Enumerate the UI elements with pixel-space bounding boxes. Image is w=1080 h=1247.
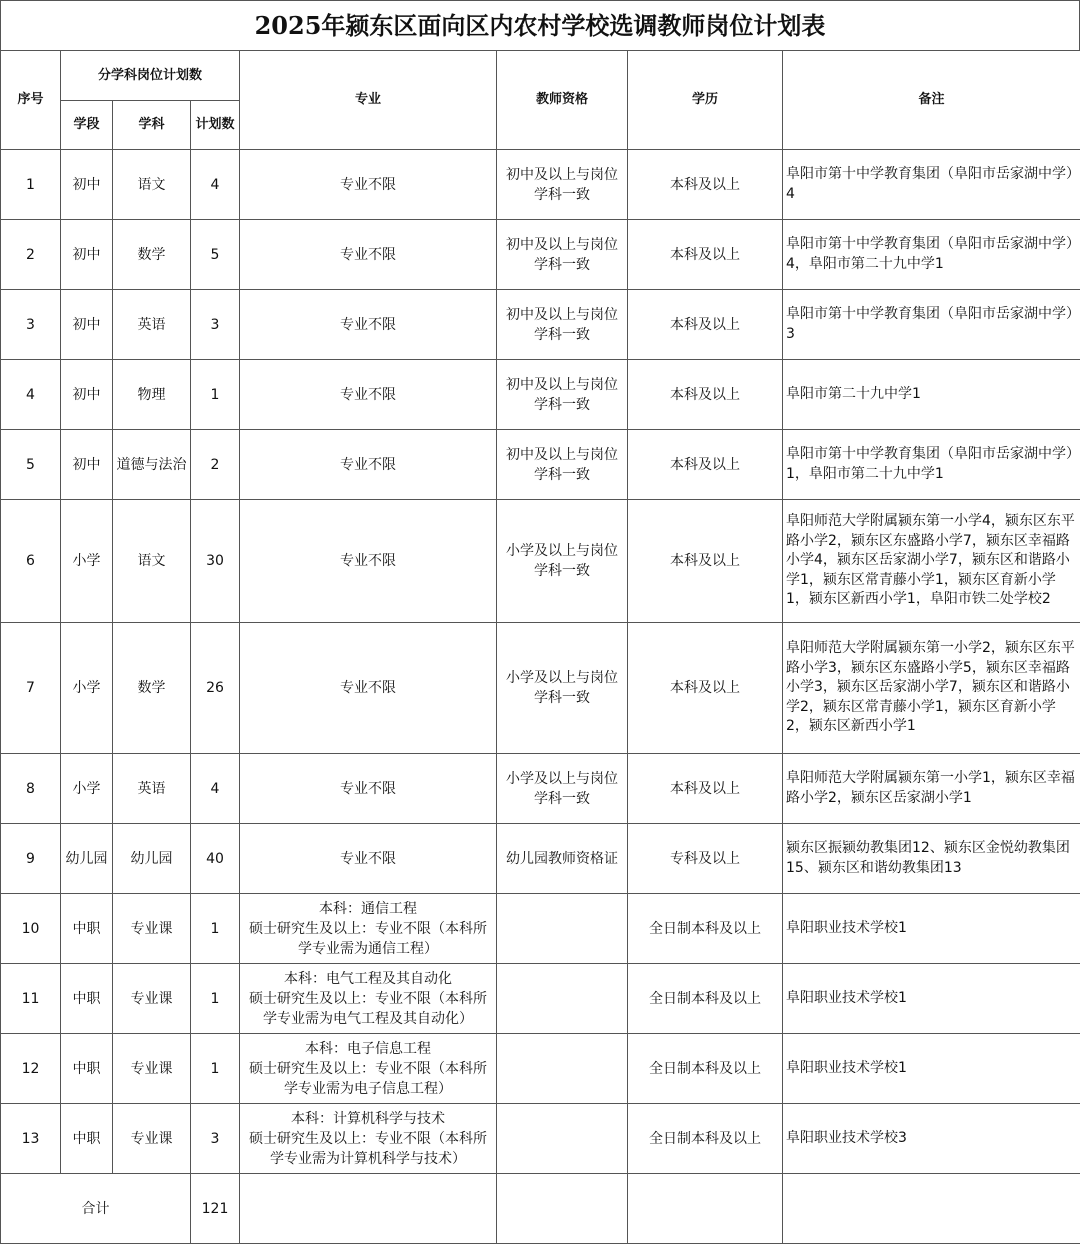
cell-qualification <box>497 894 628 964</box>
cell-stage: 小学 <box>61 623 113 754</box>
cell-stage: 初中 <box>61 290 113 360</box>
cell-seq: 8 <box>1 754 61 824</box>
total-empty-cell <box>497 1174 628 1244</box>
total-count: 121 <box>191 1174 240 1244</box>
cell-education: 专科及以上 <box>628 824 783 894</box>
table-row <box>1 964 1080 1034</box>
cell-note: 阜阳市第十中学教育集团（阜阳市岳家湖中学）3 <box>783 290 1080 360</box>
header-subject: 学科 <box>113 101 191 150</box>
cell-education: 本科及以上 <box>628 290 783 360</box>
page-title: 2025年颍东区面向区内农村学校选调教师岗位计划表 <box>0 0 1080 50</box>
cell-note: 阜阳市第十中学教育集团（阜阳市岳家湖中学）4，阜阳市第二十九中学1 <box>783 220 1080 290</box>
cell-subject: 英语 <box>113 754 191 824</box>
cell-seq: 7 <box>1 623 61 754</box>
cell-stage: 中职 <box>61 1104 113 1174</box>
cell-stage: 初中 <box>61 220 113 290</box>
cell-count: 3 <box>191 1104 240 1174</box>
plan-table <box>0 50 1080 1244</box>
cell-count: 40 <box>191 824 240 894</box>
cell-note: 阜阳职业技术学校1 <box>783 894 1080 964</box>
cell-major: 专业不限 <box>240 430 497 500</box>
table-row <box>1 220 1080 290</box>
cell-major: 专业不限 <box>240 220 497 290</box>
cell-count: 26 <box>191 623 240 754</box>
cell-note: 阜阳师范大学附属颍东第一小学1，颍东区幸福路小学2，颍东区岳家湖小学1 <box>783 754 1080 824</box>
cell-subject: 专业课 <box>113 1034 191 1104</box>
cell-major: 专业不限 <box>240 360 497 430</box>
header-qualification: 教师资格 <box>497 51 628 150</box>
cell-note: 颍东区振颍幼教集团12、颍东区金悦幼教集团15、颍东区和谐幼教集团13 <box>783 824 1080 894</box>
cell-seq: 3 <box>1 290 61 360</box>
header-group: 分学科岗位计划数 <box>61 51 240 101</box>
cell-subject: 数学 <box>113 220 191 290</box>
cell-seq: 2 <box>1 220 61 290</box>
cell-education: 本科及以上 <box>628 360 783 430</box>
header-stage: 学段 <box>61 101 113 150</box>
cell-education: 本科及以上 <box>628 500 783 623</box>
cell-subject: 英语 <box>113 290 191 360</box>
cell-education: 全日制本科及以上 <box>628 964 783 1034</box>
cell-count: 3 <box>191 290 240 360</box>
cell-major: 专业不限 <box>240 500 497 623</box>
cell-count: 1 <box>191 360 240 430</box>
header-education: 学历 <box>628 51 783 150</box>
cell-stage: 中职 <box>61 894 113 964</box>
cell-stage: 中职 <box>61 1034 113 1104</box>
cell-subject: 物理 <box>113 360 191 430</box>
table-row <box>1 824 1080 894</box>
cell-subject: 专业课 <box>113 964 191 1034</box>
cell-education: 本科及以上 <box>628 430 783 500</box>
cell-note: 阜阳职业技术学校3 <box>783 1104 1080 1174</box>
cell-major: 专业不限 <box>240 150 497 220</box>
total-label: 合计 <box>1 1174 191 1244</box>
cell-seq: 10 <box>1 894 61 964</box>
cell-stage: 幼儿园 <box>61 824 113 894</box>
cell-seq: 9 <box>1 824 61 894</box>
table-row <box>1 290 1080 360</box>
cell-count: 30 <box>191 500 240 623</box>
cell-stage: 初中 <box>61 150 113 220</box>
cell-stage: 初中 <box>61 430 113 500</box>
cell-note: 阜阳市第二十九中学1 <box>783 360 1080 430</box>
table-row <box>1 360 1080 430</box>
cell-major: 专业不限 <box>240 824 497 894</box>
table-row <box>1 894 1080 964</box>
cell-education: 全日制本科及以上 <box>628 1104 783 1174</box>
table-header <box>1 51 1080 150</box>
cell-count: 2 <box>191 430 240 500</box>
cell-count: 1 <box>191 964 240 1034</box>
header-seq: 序号 <box>1 51 61 150</box>
header-count: 计划数 <box>191 101 240 150</box>
cell-seq: 1 <box>1 150 61 220</box>
table-row <box>1 754 1080 824</box>
cell-education: 本科及以上 <box>628 150 783 220</box>
cell-stage: 小学 <box>61 754 113 824</box>
cell-qualification: 初中及以上与岗位学科一致 <box>497 220 628 290</box>
cell-major: 本科：电子信息工程 硕士研究生及以上：专业不限（本科所学专业需为电子信息工程） <box>240 1034 497 1104</box>
table-row <box>1 150 1080 220</box>
cell-major: 专业不限 <box>240 754 497 824</box>
cell-count: 4 <box>191 150 240 220</box>
cell-note: 阜阳师范大学附属颍东第一小学4，颍东区东平路小学2，颍东区东盛路小学7，颍东区幸福路小学4，颍东区岳家湖小学7，颍东区和谐路小学1，颍东区常青藤小学1，颍东区育新小学1，颍东区新西小学1，阜阳市铁二处学校2 <box>783 500 1080 623</box>
cell-count: 5 <box>191 220 240 290</box>
cell-qualification: 初中及以上与岗位学科一致 <box>497 150 628 220</box>
cell-major: 本科：通信工程 硕士研究生及以上：专业不限（本科所学专业需为通信工程） <box>240 894 497 964</box>
cell-education: 全日制本科及以上 <box>628 894 783 964</box>
cell-education: 本科及以上 <box>628 754 783 824</box>
cell-seq: 6 <box>1 500 61 623</box>
total-empty-cell <box>628 1174 783 1244</box>
cell-education: 全日制本科及以上 <box>628 1034 783 1104</box>
table-row <box>1 430 1080 500</box>
cell-note: 阜阳市第十中学教育集团（阜阳市岳家湖中学）4 <box>783 150 1080 220</box>
cell-subject: 专业课 <box>113 1104 191 1174</box>
cell-subject: 语文 <box>113 500 191 623</box>
cell-education: 本科及以上 <box>628 623 783 754</box>
cell-qualification: 初中及以上与岗位学科一致 <box>497 430 628 500</box>
cell-note: 阜阳师范大学附属颍东第一小学2，颍东区东平路小学3，颍东区东盛路小学5，颍东区幸福路小学3，颍东区岳家湖小学7，颍东区和谐路小学2，颍东区常青藤小学1，颍东区育新小学2，颍东区新西小学1 <box>783 623 1080 754</box>
total-empty-cell <box>783 1174 1080 1244</box>
cell-note: 阜阳职业技术学校1 <box>783 964 1080 1034</box>
cell-qualification: 初中及以上与岗位学科一致 <box>497 360 628 430</box>
cell-note: 阜阳市第十中学教育集团（阜阳市岳家湖中学）1，阜阳市第二十九中学1 <box>783 430 1080 500</box>
cell-stage: 小学 <box>61 500 113 623</box>
cell-major: 专业不限 <box>240 290 497 360</box>
total-row <box>1 1174 1080 1244</box>
cell-seq: 11 <box>1 964 61 1034</box>
table-row <box>1 500 1080 623</box>
table-body <box>1 150 1080 1174</box>
cell-seq: 4 <box>1 360 61 430</box>
header-note: 备注 <box>783 51 1080 150</box>
cell-education: 本科及以上 <box>628 220 783 290</box>
cell-major: 本科：电气工程及其自动化 硕士研究生及以上：专业不限（本科所学专业需为电气工程及其自动化） <box>240 964 497 1034</box>
cell-seq: 12 <box>1 1034 61 1104</box>
cell-qualification: 小学及以上与岗位学科一致 <box>497 500 628 623</box>
cell-seq: 5 <box>1 430 61 500</box>
cell-count: 1 <box>191 1034 240 1104</box>
cell-subject: 专业课 <box>113 894 191 964</box>
cell-count: 4 <box>191 754 240 824</box>
cell-subject: 数学 <box>113 623 191 754</box>
cell-qualification <box>497 964 628 1034</box>
cell-qualification <box>497 1104 628 1174</box>
table-row <box>1 623 1080 754</box>
cell-note: 阜阳职业技术学校1 <box>783 1034 1080 1104</box>
cell-qualification <box>497 1034 628 1104</box>
cell-qualification: 幼儿园教师资格证 <box>497 824 628 894</box>
cell-subject: 道德与法治 <box>113 430 191 500</box>
cell-stage: 中职 <box>61 964 113 1034</box>
cell-qualification: 小学及以上与岗位学科一致 <box>497 623 628 754</box>
cell-subject: 幼儿园 <box>113 824 191 894</box>
cell-major: 本科：计算机科学与技术 硕士研究生及以上：专业不限（本科所学专业需为计算机科学与技术） <box>240 1104 497 1174</box>
table-row <box>1 1104 1080 1174</box>
total-empty-cell <box>240 1174 497 1244</box>
cell-stage: 初中 <box>61 360 113 430</box>
header-major: 专业 <box>240 51 497 150</box>
cell-qualification: 初中及以上与岗位学科一致 <box>497 290 628 360</box>
cell-count: 1 <box>191 894 240 964</box>
table-row <box>1 1034 1080 1104</box>
cell-major: 专业不限 <box>240 623 497 754</box>
cell-seq: 13 <box>1 1104 61 1174</box>
cell-qualification: 小学及以上与岗位学科一致 <box>497 754 628 824</box>
cell-subject: 语文 <box>113 150 191 220</box>
